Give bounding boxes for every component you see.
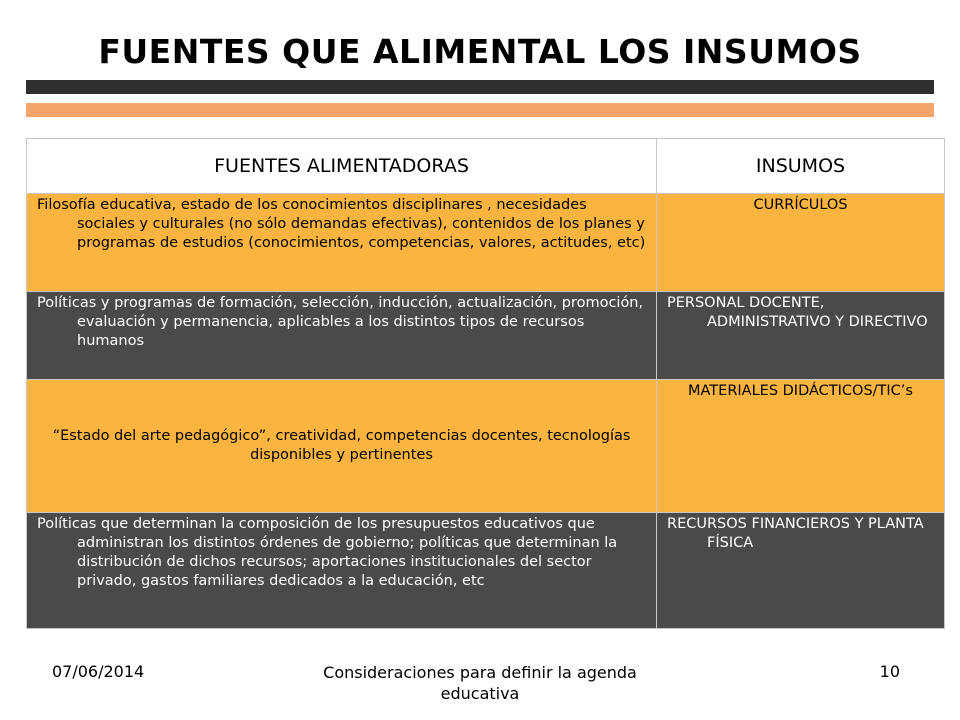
header-fuentes: FUENTES ALIMENTADORAS: [27, 139, 657, 194]
fuente-cell: [27, 380, 657, 513]
insumo-cell: [657, 194, 945, 292]
insumo-cell: [657, 513, 945, 629]
title-underline-dark-bar: [26, 80, 934, 94]
fuente-cell: [27, 194, 657, 292]
footer-title: Consideraciones para definir la agenda educativa: [323, 663, 637, 703]
table-header-row: [27, 139, 945, 194]
insumo-text: RECURSOS FINANCIEROS Y PLANTA FÍSICA: [667, 516, 924, 551]
insumo-text: MATERIALES DIDÁCTICOS/TIC’s: [688, 383, 913, 399]
insumo-text: CURRÍCULOS: [753, 197, 848, 213]
fuente-cell: [27, 513, 657, 629]
table-row: [27, 292, 945, 380]
fuente-text: Filosofía educativa, estado de los conocimientos disciplinares , necesidades sociales y culturales (no sólo demandas efectivas), contenidos de los planes y programas de estudios (conocimientos, competencias, valores, actitudes, etc): [37, 197, 646, 251]
fuente-cell: [27, 292, 657, 380]
title-underline-orange-bar: [26, 103, 934, 117]
footer-date: 07/06/2014: [52, 662, 145, 681]
table-row: [27, 380, 945, 513]
fuente-text: Políticas que determinan la composición de los presupuestos educativos que administran los distintos órdenes de gobierno; políticas que determinan la distribución de dichos recursos; aportaciones institucionales del sector privado, gastos familiares dedicados a la educación, etc: [37, 516, 618, 589]
sources-inputs-table: [26, 138, 945, 629]
insumo-text: PERSONAL DOCENTE, ADMINISTRATIVO Y DIRECTIVO: [667, 295, 928, 330]
fuente-text: “Estado del arte pedagógico”, creatividad, competencias docentes, tecnologías disponibles y pertinentes: [52, 428, 631, 463]
fuente-text: Políticas y programas de formación, selección, inducción, actualización, promoción, evaluación y permanencia, aplicables a los distintos tipos de recursos humanos: [37, 295, 644, 349]
header-insumos: INSUMOS: [657, 139, 945, 194]
insumo-cell: [657, 292, 945, 380]
slide-title: FUENTES QUE ALIMENTAL LOS INSUMOS: [98, 32, 862, 71]
insumo-cell: [657, 380, 945, 513]
table-row: [27, 513, 945, 629]
table-row: [27, 194, 945, 292]
page-number: 10: [879, 662, 900, 681]
